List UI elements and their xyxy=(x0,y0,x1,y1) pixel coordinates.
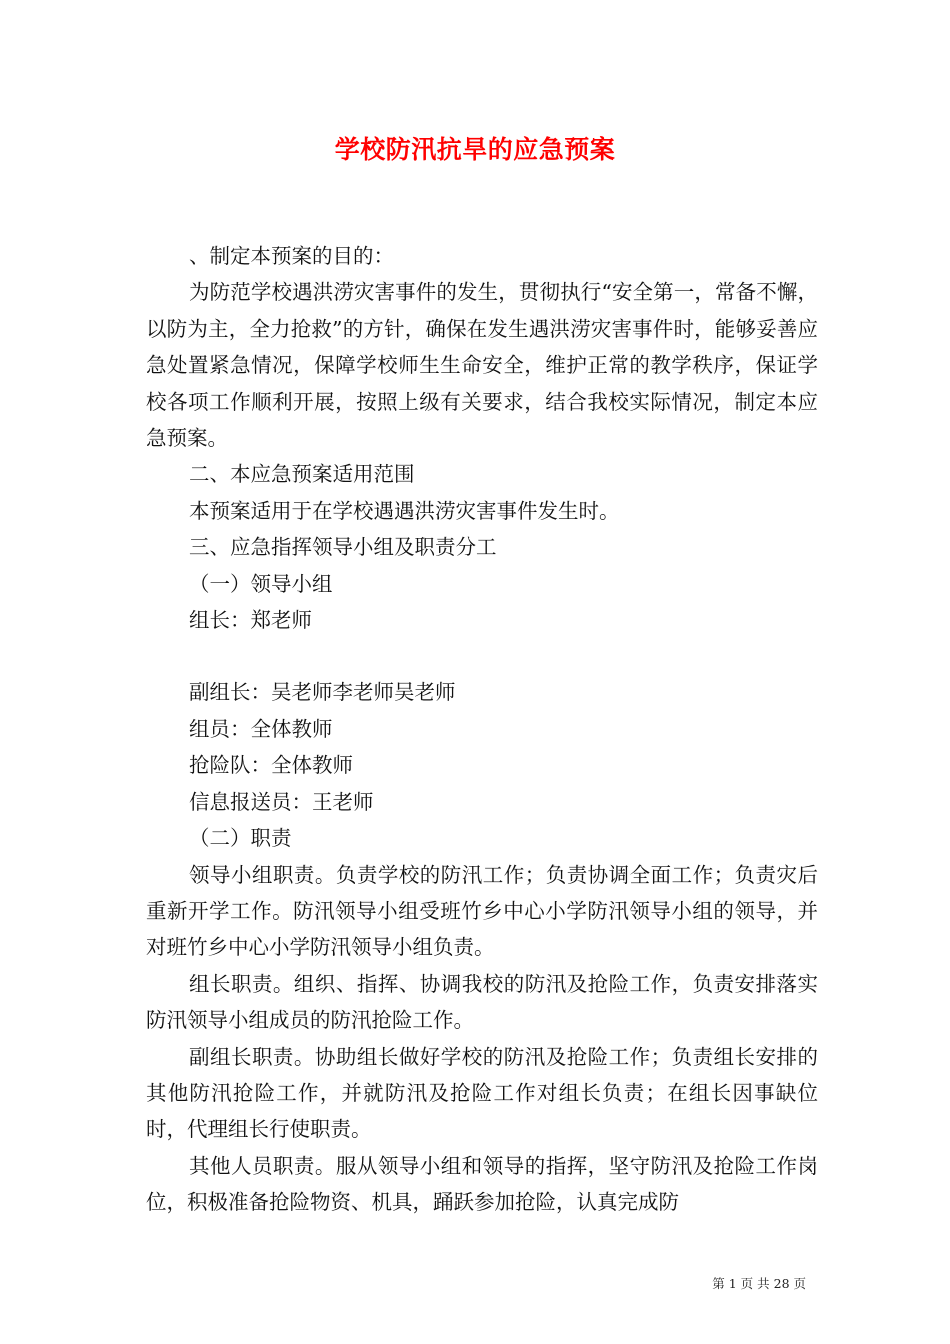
document-title: 学校防汛抗旱的应急预案 xyxy=(334,135,616,164)
purpose-paragraph: 为防范学校遇洪涝灾害事件的发生，贯彻执行“安全第一，常备不懈，以防为主，全力抢救”的方针，确保在发生遇洪涝灾害事件时，能够妥善应急处置紧急情况，保障学校师生生命安全，维护正常的教学秩序，保证学校各项工作顺利开展，按照上级有关要求，结合我校实际情况，制定本应急预案。 xyxy=(146,280,818,451)
group-members-line: 组员：全体教师 xyxy=(189,716,333,741)
section-scope-heading: 二、本应急预案适用范围 xyxy=(189,462,415,487)
leadership-duties-paragraph: 领导小组职责。负责学校的防汛工作；负责协调全面工作；负责灾后重新开学工作。防汛领导小组受班竹乡中心小学防汛领导小组的领导，并对班竹乡中心小学防汛领导小组负责。 xyxy=(146,862,818,960)
deputy-leader-line: 副组长：吴老师李老师吴老师 xyxy=(189,680,456,705)
duties-heading: （二）职责 xyxy=(189,826,292,851)
page-number: 第 1 页 共 28 页 xyxy=(712,1276,806,1291)
blank-line xyxy=(146,638,818,674)
info-reporter-line: 信息报送员：王老师 xyxy=(189,789,374,814)
others-duties-paragraph: 其他人员职责。服从领导小组和领导的指挥，坚守防汛及抢险工作岗位，积极准备抢险物资、机具，踊跃参加抢险，认真完成防 xyxy=(146,1153,818,1215)
document-body xyxy=(146,238,818,1221)
section-organization-heading: 三、应急指挥领导小组及职责分工 xyxy=(189,535,497,560)
deputy-duties-paragraph: 副组长职责。协助组长做好学校的防汛及抢险工作；负责组长安排的其他防汛抢险工作，并就防汛及抢险工作对组长负责；在组长因事缺位时，代理组长行使职责。 xyxy=(146,1044,818,1142)
leader-duties-paragraph: 组长职责。组织、指挥、协调我校的防汛及抢险工作，负责安排落实防汛领导小组成员的防汛抢险工作。 xyxy=(146,971,818,1033)
group-leader-line: 组长：郑老师 xyxy=(189,608,312,633)
leadership-group-heading: （一）领导小组 xyxy=(189,571,333,596)
rescue-team-line: 抢险队：全体教师 xyxy=(189,753,353,778)
scope-paragraph: 本预案适用于在学校遇遇洪涝灾害事件发生时。 xyxy=(189,498,620,523)
section-purpose-heading: 、制定本预案的目的： xyxy=(189,244,394,268)
